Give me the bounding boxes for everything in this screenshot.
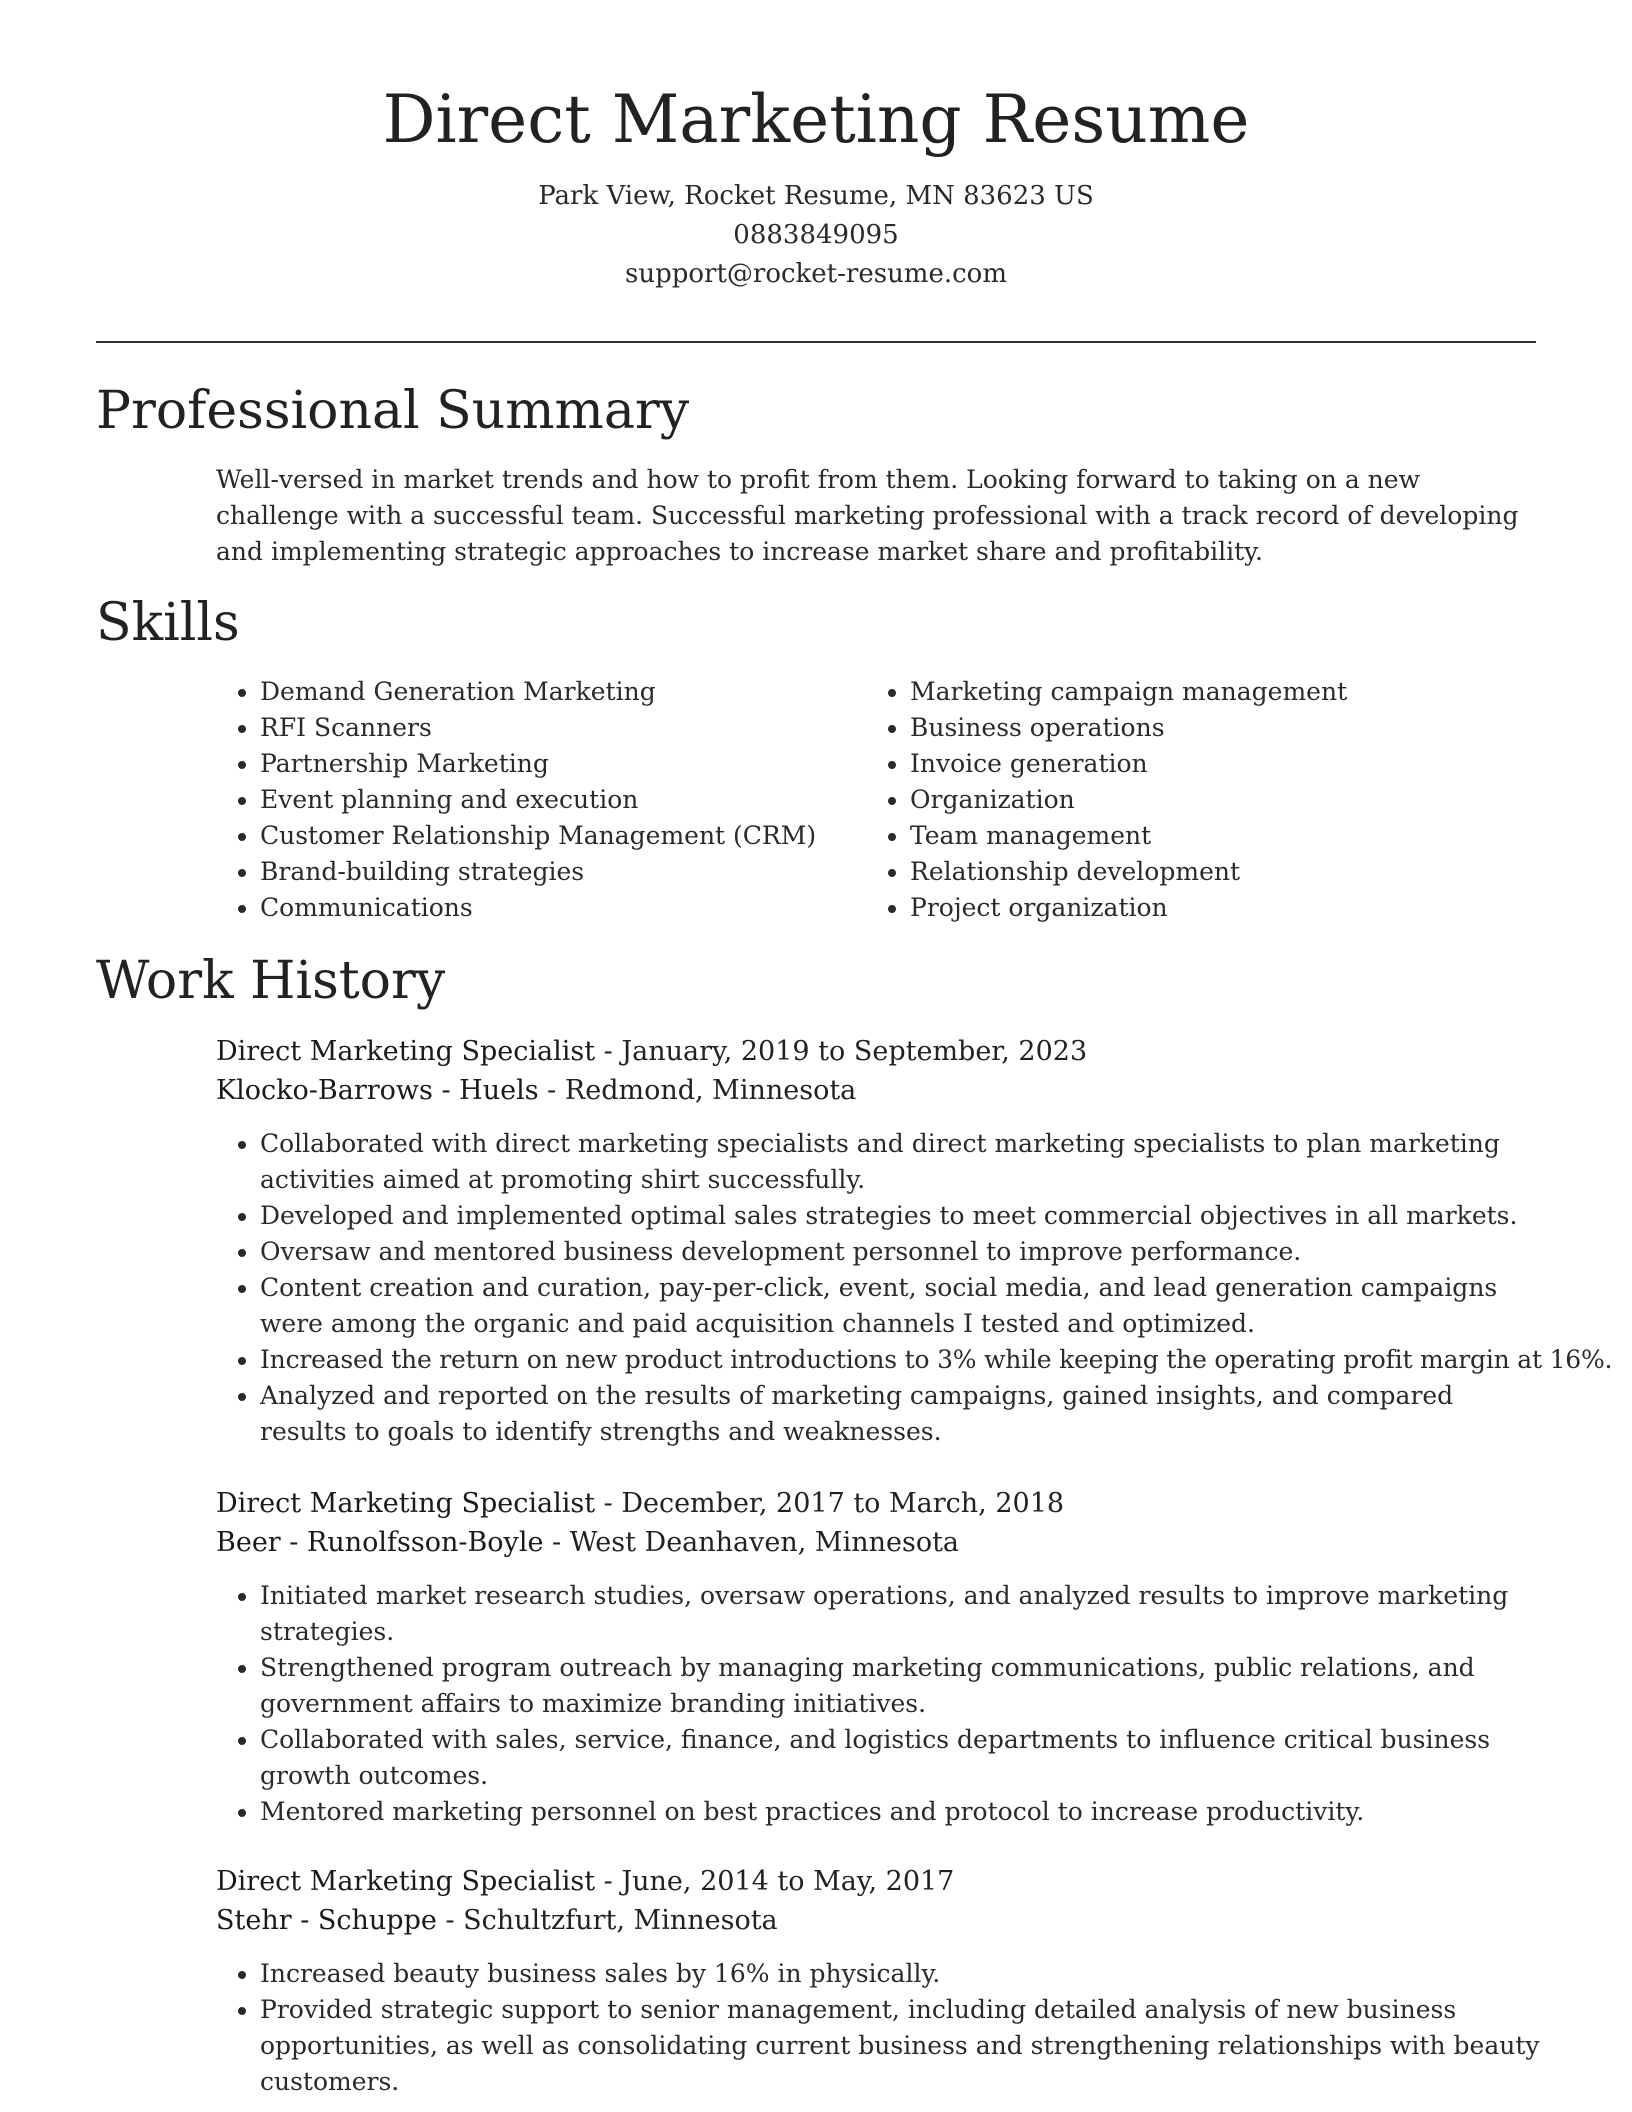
job-company-line: [216, 1071, 1546, 1110]
job-entry: [216, 1862, 1546, 2100]
skill-item: • Partnership Marketing: [260, 746, 860, 782]
job-bullet: • Increased beauty business sales by 16% in physically.: [260, 1956, 1546, 1992]
skills-list-left: [216, 674, 860, 926]
job-bullet: • Content creation and curation, pay-per-click, event, social media, and lead generation campaigns were among the organic and paid acquisition channels I tested and optimized.: [260, 1270, 1546, 1342]
job-bullet: • Strengthened program outreach by managing marketing communications, public relations, and government affairs to maximize branding initiatives.: [260, 1650, 1546, 1722]
skills-list-right: [866, 674, 1570, 926]
header-divider: [96, 341, 1536, 343]
job-dates: - December, 2017 to March, 2018: [595, 1488, 1065, 1519]
job-role: Direct Marketing Specialist: [216, 1866, 596, 1897]
job-bullet: • Oversaw and mentored business development personnel to improve performance.: [260, 1234, 1546, 1270]
skill-item: • Invoice generation: [910, 746, 1570, 782]
job-bullet: • Analyzed and reported on the results of marketing campaigns, gained insights, and compared results to goals to identify strengths and weaknesses.: [260, 1378, 1546, 1450]
skills-heading: Skills: [96, 593, 240, 653]
job-entry: [216, 1484, 1546, 1830]
skill-item: • Relationship development: [910, 854, 1570, 890]
job-location: - Schultzfurt, Minnesota: [436, 1905, 778, 1936]
contact-phone: 0883849095: [733, 219, 899, 250]
skill-item: • Event planning and execution: [260, 782, 860, 818]
skill-item: • Brand-building strategies: [260, 854, 860, 890]
skill-item: • Business operations: [910, 710, 1570, 746]
job-company: Klocko-Barrows - Huels: [216, 1075, 539, 1106]
skill-item: • Organization: [910, 782, 1570, 818]
job-dates: - January, 2019 to September, 2023: [595, 1036, 1088, 1067]
job-bullet: • Developed and implemented optimal sales strategies to meet commercial objectives in all markets.: [260, 1198, 1546, 1234]
job-company: Stehr - Schuppe: [216, 1905, 437, 1936]
contact-email: support@rocket-resume.com: [624, 258, 1007, 289]
contact-block: [0, 177, 1632, 294]
job-bullet: • Initiated market research studies, oversaw operations, and analyzed results to improve marketing strategies.: [260, 1578, 1546, 1650]
job-company-line: [216, 1523, 1546, 1562]
skill-item: • Communications: [260, 890, 860, 926]
job-role: Direct Marketing Specialist: [216, 1036, 596, 1067]
work-history-heading: Work History: [96, 951, 446, 1011]
job-title-line: [216, 1484, 1546, 1523]
job-bullet: • Mentored marketing personnel on best practices and protocol to increase productivity.: [260, 1794, 1546, 1830]
skill-item: • Demand Generation Marketing: [260, 674, 860, 710]
job-title-line: [216, 1032, 1546, 1071]
job-bullets: [216, 1578, 1546, 1830]
job-location: - Redmond, Minnesota: [538, 1075, 857, 1106]
job-company: Beer - Runolfsson-Boyle: [216, 1527, 544, 1558]
job-bullets: [216, 1956, 1546, 2100]
job-role: Direct Marketing Specialist: [216, 1488, 596, 1519]
skill-item: • Customer Relationship Management (CRM): [260, 818, 860, 854]
job-title-line: [216, 1862, 1546, 1901]
job-bullets: [216, 1126, 1613, 1450]
job-bullet: • Collaborated with sales, service, finance, and logistics departments to influence critical business growth outcomes.: [260, 1722, 1546, 1794]
job-bullet: • Collaborated with direct marketing specialists and direct marketing specialists to plan marketing activities aimed at promoting shirt successfully.: [260, 1126, 1546, 1198]
job-bullet: • Provided strategic support to senior management, including detailed analysis of new business opportunities, as well as consolidating current business and strengthening relationships with beauty customers.: [260, 1992, 1546, 2100]
job-company-line: [216, 1901, 1546, 1940]
summary-heading: Professional Summary: [96, 381, 690, 441]
skill-item: • Team management: [910, 818, 1570, 854]
job-bullet: • Increased the return on new product introductions to 3% while keeping the operating profit margin at 16%.: [260, 1342, 1546, 1378]
skill-item: • Marketing campaign management: [910, 674, 1570, 710]
resume-header: [0, 0, 1632, 294]
contact-address: Park View, Rocket Resume, MN 83623 US: [538, 180, 1094, 211]
resume-title: Direct Marketing Resume: [382, 81, 1250, 158]
job-dates: - June, 2014 to May, 2017: [595, 1866, 955, 1897]
skill-item: • Project organization: [910, 890, 1570, 926]
skill-item: • RFI Scanners: [260, 710, 860, 746]
job-entry: [216, 1032, 1613, 1450]
summary-text: Well-versed in market trends and how to profit from them. Looking forward to taking on a new challenge with a successful team. Successful marketing professional with a track record of developing and implementing strategic approaches to increase market share and profitability.: [216, 465, 1519, 566]
job-location: - West Deanhaven, Minnesota: [543, 1527, 960, 1558]
